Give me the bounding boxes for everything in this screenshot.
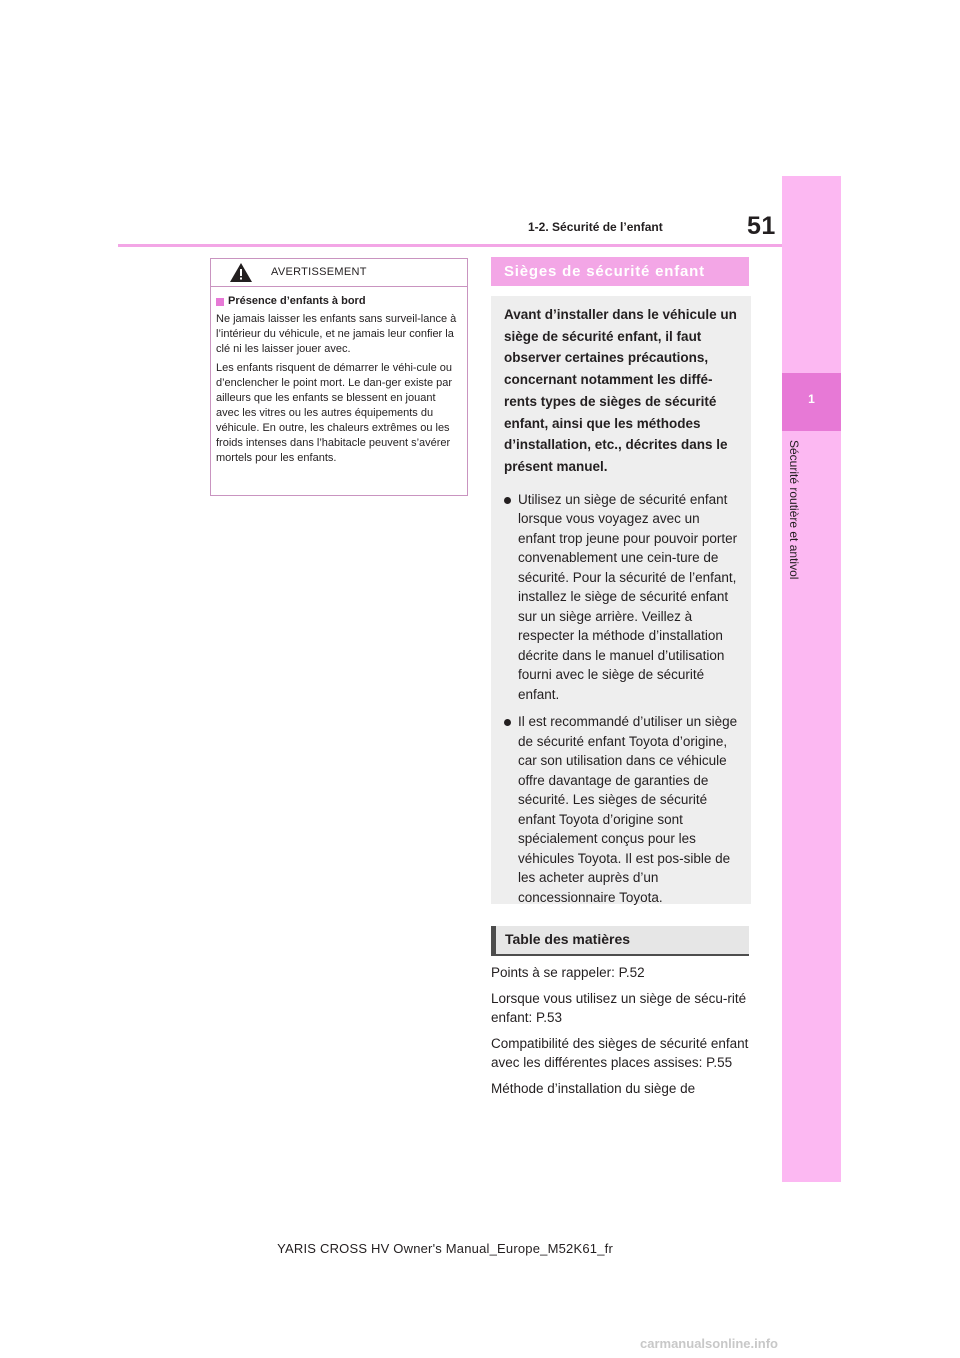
header-rule <box>118 244 782 247</box>
warning-header <box>211 259 467 287</box>
toc-entry[interactable]: Compatibilité des sièges de sécurité enfant avec les différentes places assises: P.55 <box>491 1035 749 1070</box>
warning-paragraph: Les enfants risquent de démarrer le véhi-cule ou d’enclencher le point mort. Le dan-ger existe par ailleurs que les enfants se blessent en jouant avec les vitres ou les autres équipements du véhicule. En outre, les chaleurs extrêmes ou les froids intenses dans l’habitacle peuvent s’avérer mortels pour les enfants. <box>216 362 453 464</box>
bullet-dot-icon <box>504 712 518 907</box>
intro-text: Avant d’installer dans le véhicule un siège de sécurité enfant, il faut observer certaines précautions, concernant notamment les diffé-rents types de sièges de sécurité enfant, ainsi que les méthodes d’installation, etc., décrites dans le présent manuel. <box>504 307 737 474</box>
list-item-text: Il est recommandé d’utiliser un siège de sécurité enfant Toyota d’origine, car son utilisation dans ce véhicule offre davantage de garanties de sécurité. Les sièges de sécurité enfant Toyota d’origine sont spécialement conçus pour les véhicules Toyota. Il est pos-sible de les acheter auprès d’un concessionnaire Toyota. <box>518 714 738 905</box>
section-header: 1-2. Sécurité de l’enfant <box>528 220 663 234</box>
intro-box <box>491 296 751 904</box>
chapter-number: 1 <box>808 392 815 406</box>
toc-entry[interactable]: Lorsque vous utilisez un siège de sécu-rité enfant: P.53 <box>491 990 747 1025</box>
warning-triangle-icon <box>229 262 253 283</box>
list-item-text: Utilisez un siège de sécurité enfant lorsque vous voyagez avec un enfant trop jeune pour pouvoir porter convenablement une cein-ture de sécurité. Pour la sécurité de l’enfant, installez le siège de sécurité enfant sur un siège arrière. Veillez à respecter la méthode d’installation décrite dans le manuel d’utilisation fourni avec le siège de sécurité enfant. <box>518 491 738 702</box>
toc-entry[interactable]: Points à se rappeler: P.52 <box>491 965 645 980</box>
list-item <box>504 490 739 705</box>
chapter-title: Sécurité routière et antivol <box>787 440 801 580</box>
toc-entry[interactable]: Méthode d’installation du siège de <box>491 1080 696 1096</box>
warning-box <box>210 258 468 496</box>
footer-text: YARIS CROSS HV Owner's Manual_Europe_M52K61_fr <box>277 1241 613 1256</box>
warning-paragraph: Ne jamais laisser les enfants sans surveil-lance à l’intérieur du véhicule, et ne jamais leur confier la clé ni les laisser jouer avec. <box>216 313 457 355</box>
list-item <box>504 712 739 907</box>
square-bullet-icon <box>216 298 224 306</box>
warning-subheading-text: Présence d’enfants à bord <box>228 295 366 307</box>
chapter-side-tab <box>782 176 841 1182</box>
page-number: 51 <box>747 212 776 240</box>
section-title: Sièges de sécurité enfant <box>491 257 749 286</box>
warning-title: AVERTISSEMENT <box>271 266 367 278</box>
watermark: carmanualsonline.info <box>640 1336 778 1351</box>
warning-subheading <box>216 294 461 309</box>
warning-body <box>211 287 467 466</box>
toc-heading: Table des matières <box>491 926 749 956</box>
toc-list <box>491 963 753 1104</box>
bullet-dot-icon <box>504 490 518 705</box>
